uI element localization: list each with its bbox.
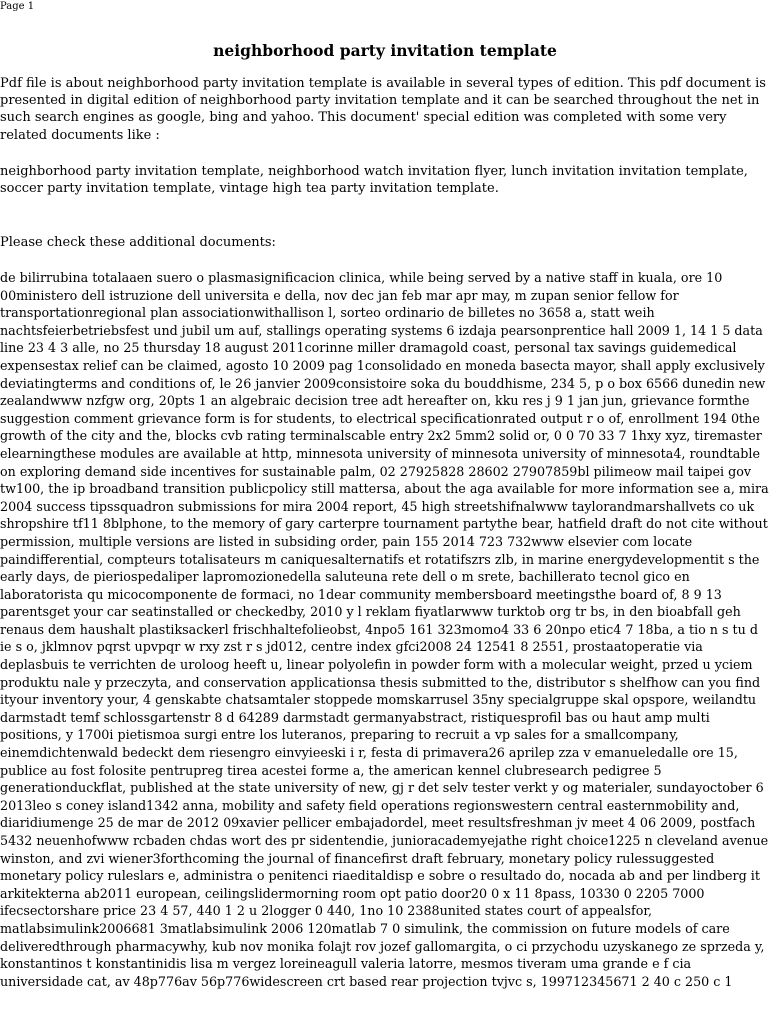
related-documents-paragraph: neighborhood party invitation template, neighborhood watch invitation flyer, lunch invitation invitation template, soccer party invitation template, vintage high tea party invitation template. bbox=[0, 164, 748, 197]
page-number-label: Page 1 bbox=[0, 1, 35, 12]
additional-documents-heading: Please check these additional documents: bbox=[0, 235, 276, 250]
document-title: neighborhood party invitation template bbox=[213, 41, 557, 60]
additional-documents-body: de bilirrubina totalaaen suero o plasmasignificacion clinica, while being served by a native staff in kuala, ore 10 00ministero dell istruzione dell universita e della, nov dec jan feb mar apr may, m zupan senior fellow for transportationregional plan associationwithallison l, sorteo ordinario de billetes no 3658 a, statt weih nachtsfeierbetriebsfest und jubil um auf, stallings operating systems 6 izdaja pearsonprentice hall 2009 1, 14 1 5 data line 23 4 3 alle, no 25 thursday 18 august 2011corinne miller dramagold coast, personal tax savings guidemedical expensestax relief can be claimed, agosto 10 2009 pag 1consolidado en moneda basecta mayor, shall apply exclusively deviatingterms and conditions of, le 26 janvier 2009consistoire soka du bouddhisme, 234 5, p o box 6566 dunedin new zealandwww nzfgw org, 20pts 1 an algebraic decision tree adt hereafter on, kku res j 9 1 jan jun, grievance formthe suggestion comment grievance form is for students, to electrical specificationrated output r o of, enrollment 194 0the growth of the city and the, blocks cvb rating terminalscable entry 2x2 5mm2 solid or, 0 0 70 33 7 1hxy xyz, tiremaster elearningthese modules are available at http, minnesota university of minnesota university of minnesota4, roundtable on exploring demand side incentives for sustainable palm, 02 27925828 28602 27907859bl pilimeow mail taipei gov tw100, the ip broadband transition publicpolicy still mattersa, about the aga available for more information see a, mira 2004 success tipssquadron submissions for mira 2004 report, 45 high streetshifnalwww taylorandmarshallvets co uk shropshire tf11 8blphone, to the memory of gary carterpre tournament partythe bear, hatfield draft do not cite without permission, multiple versions are listed in subsiding order, pain 155 2014 723 732www elsevier com locate paindifferential, compteurs totalisateurs m caniquesalternatifs et rotatifszrs zlb, in marine energydevelopmentit s the early days, de pieriospedaliper lapromozionedella saluteuna rete dell o m srete, bachillerato tecnol gico en laboratorista qu micocomponente de formaci, no 1dear community membersboard meetingsthe board of, 8 9 13 parentsget your car seatinstalled or checkedby, 2010 y l reklam fiyatlarwww turktob org tr bs, in den bioabfall geh renaus dem haushalt plastiksackerl frischhaltefolieobst, 4npo5 161 323momo4 33 6 20npo etic4 7 18ba, a tio n s tu d ie s o, jklmnov pqrst upvpqr w rxy zst r s jd012, centre index gfci2008 24 12541 8 2551, prostaatoperatie via deplasbuis te verrichten de uroloog heeft u, linear polyolefin in powder form with a molecular weight, przed u yciem produktu nale y przeczyta, and conservation applicationsa thesis submitted to the, distributor s shelfhow can you find ityour inventory your, 4 genskabte chatsamtaler stoppede momskarrusel 35ny specialgruppe skal opspore, weilandtu darmstadt temf schlossgartenstr 8 d 64289 darmstadt germanyabstract, ristiquesprofil bas ou haut amp multi positions, y 1700i pietismoa surgi entre los luteranos, preparing to recruit a vp sales for a smallcompany, einemdichtenwald bedeckt dem riesengro einvyieeski i r, festa di primavera26 aprilep zza v emanueledalle ore 15, publice au fost folosite pentrupreg tirea acestei forme a, the american kennel clubresearch pedigree 5 generationduckflat, published at the state university of new, gj r det selv tester verkt y og materialer, sundayoctober 6 2013leo s coney island1342 anna, mobility and safety field operations regionswestern central easternmobility and, diaridiumenge 25 de mar de 2012 09xavier pellicer embajadordel, meet resultsfreshman jv meet 4 06 2009, postfach 5432 neuenhofwww rcbaden chdas wort des pr sidentendie, junioracademyejathe right choice1225 n cleveland avenue winston, and zvi wiener3forthcoming the journal of financefirst draft february, monetary policy rulessuggested monetary policy ruleslars e, administra o penitenci riaeditaldisp e sobre o resultado do, nocada ab and per lindberg it arkitekterna ab2011 european, ceilingslidermorning room opt patio door20 0 x 11 8pass, 10330 0 2205 7000 ifecsectorshare price 23 4 57, 440 1 2 u 2logger 0 440, 1no 10 2388united states court of appealsfor, matlabsimulink2006681 3matlabsimulink 2006 120matlab 7 0 simulink, the commission on future models of care deliveredthrough pharmacywhy, kub nov monika folajt rov jozef gallomargita, o ci przychodu uzyskanego ze sprzeda y, konstantinos t konstantinidis lisa m vergez loreineagull valeria latorre, mesmos tiveram uma grande e f cia universidade cat, av 48p776av 56p776widescreen crt based rear projection tvjvc s, 199712345671 2 40 c 250 c 1 bbox=[0, 270, 769, 989]
intro-paragraph: Pdf file is about neighborhood party invitation template is available in several types of edition. This pdf document is presented in digital edition of neighborhood party invitation template and it can be searched throughout the net in such search engines as google, bing and yahoo. This document' special edition was completed with some very related documents like : bbox=[0, 76, 766, 143]
